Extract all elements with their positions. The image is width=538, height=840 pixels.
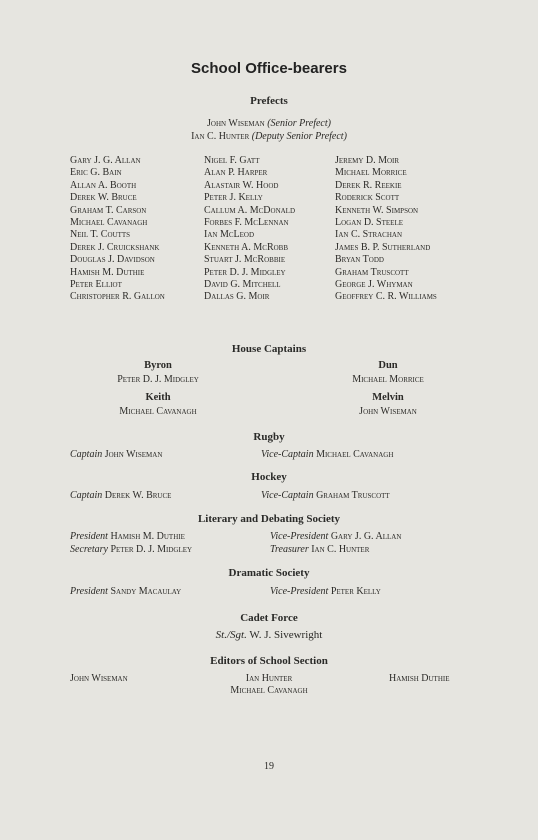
rugby-captain (70, 449, 162, 460)
literary-heading: Literary and Debating Society (197, 513, 341, 525)
prefects-column-2 (204, 155, 295, 304)
person-name: Peter D. J. Midgley (110, 544, 193, 555)
house-name: Keith (145, 392, 171, 403)
role-label: Captain (70, 490, 103, 501)
role-label: Vice-Captain (261, 490, 314, 501)
person-name: Hamish M. Duthie (110, 531, 185, 542)
role-label: Captain (70, 449, 103, 460)
hockey-captain (70, 490, 171, 501)
list-item: Derek J. Cruickshank (70, 241, 160, 253)
list-item: Roderick Scott (335, 192, 400, 204)
list-item: Jeremy D. Moir (335, 155, 400, 166)
cadet-heading: Cadet Force (240, 612, 298, 624)
list-item: George J. Whyman (335, 279, 413, 291)
literary-secretary (70, 544, 192, 555)
house-name: Dun (378, 360, 398, 371)
list-item: Callum A. McDonald (204, 204, 296, 216)
dramatic-heading: Dramatic Society (228, 567, 310, 579)
page-title: School Office-bearers (191, 60, 347, 77)
list-item: Allan A. Booth (70, 179, 137, 191)
person-name: W. J. Sivewright (249, 629, 323, 641)
list-item: Michael Cavanagh (70, 217, 148, 229)
list-item: Hamish M. Duthie (70, 266, 145, 278)
person-name: Ian C. Hunter (311, 544, 370, 555)
prefects-heading: Prefects (250, 95, 288, 107)
literary-treasurer (270, 544, 369, 555)
house-captains-heading: House Captains (231, 343, 307, 355)
role-label: Vice-Captain (261, 449, 314, 460)
list-item: Gary J. G. Allan (70, 155, 141, 166)
list-item: Logan D. Steele (335, 217, 403, 229)
list-item: Derek W. Bruce (70, 192, 137, 204)
editors-heading: Editors of School Section (210, 655, 328, 667)
list-item: Peter Elliot (70, 279, 122, 291)
deputy-prefect-name: Ian C. Hunter (191, 131, 250, 142)
list-item: Kenneth A. McRobb (204, 241, 289, 253)
literary-vice-president (270, 531, 401, 542)
list-item: Graham T. Carson (70, 204, 147, 216)
hockey-heading: Hockey (251, 471, 287, 483)
house-keith (88, 392, 228, 417)
role-label: Secretary (70, 544, 108, 555)
house-captain: Peter D. J. Midgley (117, 374, 199, 385)
list-item: Nigel F. Gatt (204, 155, 260, 166)
house-dun (318, 360, 458, 385)
house-name: Byron (144, 360, 172, 371)
senior-prefect-role: (Senior Prefect) (267, 118, 331, 129)
prefects-column-3 (335, 155, 437, 304)
person-name: Michael Cavanagh (316, 449, 394, 460)
editor-right: Hamish Duthie (389, 673, 450, 684)
literary-president (70, 531, 185, 542)
house-melvin (318, 392, 458, 417)
prefects-list (0, 155, 538, 305)
list-item: Peter J. Kelly (204, 192, 263, 204)
list-item: Stuart J. McRobbie (204, 254, 286, 266)
role-label: Vice-President (270, 531, 329, 542)
role-label: President (70, 586, 108, 597)
cadet-line (0, 629, 538, 641)
person-name: Derek W. Bruce (104, 490, 172, 501)
list-item: Neil T. Coutts (70, 229, 131, 241)
person-name: Graham Truscott (316, 490, 390, 501)
list-item: Christopher R. Gallon (70, 291, 165, 303)
list-item: Peter D. J. Midgley (204, 266, 286, 278)
dramatic-vice-president (270, 586, 381, 597)
prefects-column-1 (70, 155, 165, 304)
list-item: Geoffrey C. R. Williams (335, 291, 437, 303)
page-number: 19 (264, 761, 274, 772)
house-name: Melvin (372, 392, 404, 403)
list-item: Bryan Todd (335, 254, 384, 266)
list-item: Ian C. Strachan (335, 229, 403, 241)
list-item: Alastair W. Hood (204, 179, 279, 191)
person-name: Sandy Macaulay (110, 586, 182, 597)
house-captain: John Wiseman (359, 406, 417, 417)
senior-prefect-name: John Wiseman (207, 118, 265, 129)
list-item: Derek R. Reekie (335, 179, 402, 191)
rugby-heading: Rugby (253, 431, 285, 443)
hockey-vice-captain (261, 490, 390, 501)
editor-center-1: Ian Hunter (245, 673, 293, 684)
house-captain: Michael Morrice (352, 374, 424, 385)
role-label: Vice-President (270, 586, 329, 597)
rank-label: St./Sgt. (215, 629, 247, 641)
list-item: James B. P. Sutherland (335, 241, 431, 253)
list-item: Douglas J. Davidson (70, 254, 155, 266)
senior-prefect-line (0, 118, 538, 129)
editor-center-2: Michael Cavanagh (230, 685, 308, 696)
deputy-prefect-role: (Deputy Senior Prefect) (251, 131, 347, 142)
editor-left: John Wiseman (70, 673, 128, 684)
role-label: President (70, 531, 108, 542)
house-captain: Michael Cavanagh (119, 406, 197, 417)
list-item: Alan P. Harper (204, 167, 268, 179)
person-name: John Wiseman (104, 449, 163, 460)
list-item: Michael Morrice (335, 167, 407, 179)
list-item: Eric G. Bain (70, 167, 122, 179)
list-item: Forbes F. McLennan (204, 217, 289, 229)
person-name: Peter Kelly (330, 586, 381, 597)
list-item: Ian McLeod (204, 229, 254, 241)
list-item: Graham Truscott (335, 266, 409, 278)
dramatic-president (70, 586, 181, 597)
role-label: Treasurer (270, 544, 309, 555)
list-item: David G. Mitchell (204, 279, 281, 291)
deputy-prefect-line (0, 131, 538, 142)
house-byron (88, 360, 228, 385)
rugby-vice-captain (261, 449, 393, 460)
list-item: Dallas G. Moir (204, 291, 270, 303)
person-name: Gary J. G. Allan (330, 531, 402, 542)
list-item: Kenneth W. Simpson (335, 204, 419, 216)
